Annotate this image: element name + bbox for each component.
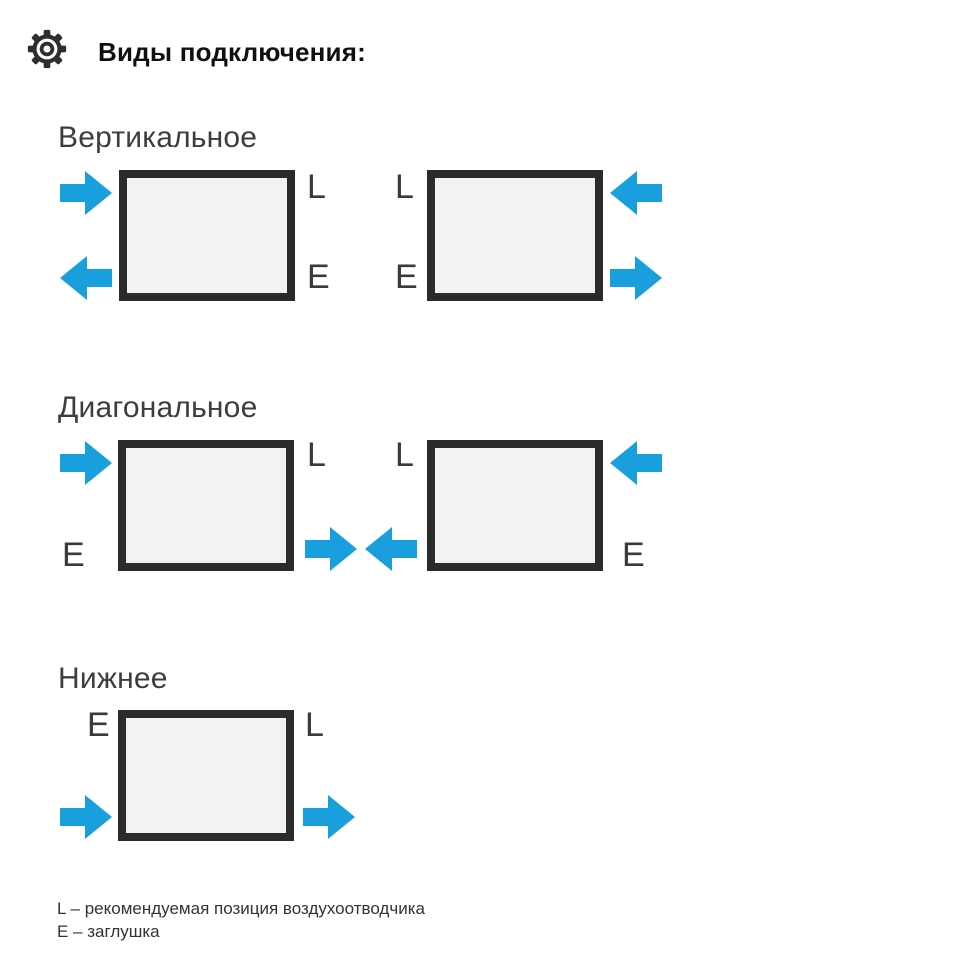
arrow-right-icon xyxy=(305,527,357,571)
radiator-box xyxy=(427,170,603,301)
port-label-l: L xyxy=(395,168,414,206)
arrow-left-icon xyxy=(610,171,662,215)
radiator-box xyxy=(118,710,294,841)
gear-icon xyxy=(27,29,67,69)
arrow-left-icon xyxy=(365,527,417,571)
port-label-e: E xyxy=(87,706,110,744)
port-label-l: L xyxy=(395,436,414,474)
radiator-box xyxy=(119,170,295,301)
section-title-diagonal: Диагональное xyxy=(58,391,258,424)
arrow-right-icon xyxy=(60,795,112,839)
arrow-right-icon xyxy=(610,256,662,300)
arrow-right-icon xyxy=(60,171,112,215)
legend-line-e: E – заглушка xyxy=(57,922,160,941)
port-label-e: E xyxy=(62,536,85,574)
legend-line-l: L – рекомендуемая позиция воздухоотводчика xyxy=(57,899,425,918)
arrow-left-icon xyxy=(60,256,112,300)
arrow-left-icon xyxy=(610,441,662,485)
legend xyxy=(57,897,425,943)
radiator-box xyxy=(427,440,603,571)
page-title: Виды подключения: xyxy=(98,37,366,67)
port-label-e: E xyxy=(622,536,645,574)
port-label-l: L xyxy=(307,168,326,206)
port-label-e: E xyxy=(307,258,330,296)
section-title-vertical: Вертикальное xyxy=(58,121,258,154)
arrow-right-icon xyxy=(60,441,112,485)
radiator-box xyxy=(118,440,294,571)
port-label-l: L xyxy=(305,706,324,744)
port-label-l: L xyxy=(307,436,326,474)
arrow-right-icon xyxy=(303,795,355,839)
port-label-e: E xyxy=(395,258,418,296)
section-title-bottom: Нижнее xyxy=(58,662,168,695)
